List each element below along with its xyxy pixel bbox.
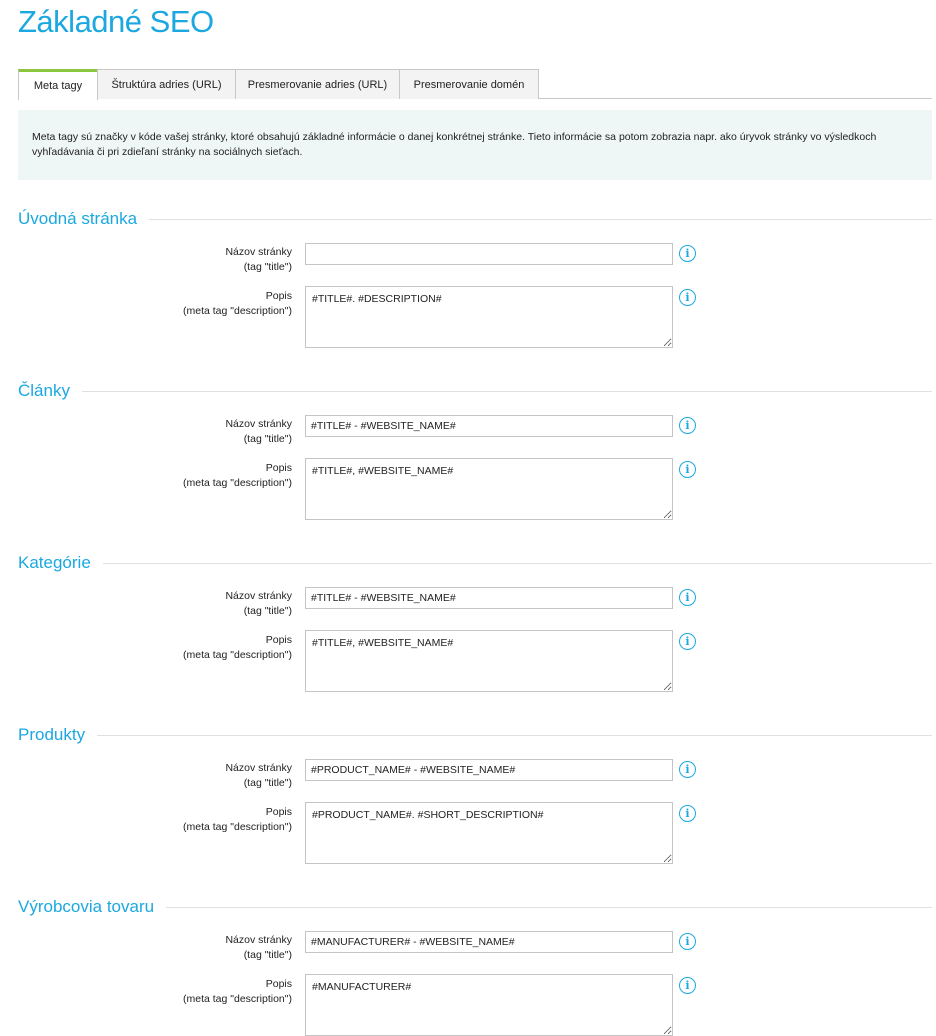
section-title: Články (18, 381, 70, 400)
divider (97, 735, 932, 736)
section-heading-homepage (18, 207, 932, 231)
description-label: Popis (meta tag "description") (183, 290, 292, 317)
info-icon[interactable]: i (679, 805, 696, 822)
description-label: Popis (meta tag "description") (183, 634, 292, 661)
info-icon[interactable]: i (679, 933, 696, 950)
info-icon[interactable]: i (679, 589, 696, 606)
title-label: Názov stránky (tag "title") (225, 418, 292, 445)
tab-meta-tags[interactable]: Meta tagy (18, 69, 98, 100)
homepage-description-textarea[interactable] (305, 286, 673, 348)
info-icon[interactable]: i (679, 761, 696, 778)
products-title-input[interactable] (305, 759, 673, 781)
description-label: Popis (meta tag "description") (183, 806, 292, 833)
page-title: Základné SEO (18, 4, 214, 39)
tab-url-structure[interactable]: Štruktúra adries (URL) (97, 69, 236, 99)
section-heading-manufacturers (18, 895, 932, 919)
homepage-title-input[interactable] (305, 243, 673, 265)
section-title: Výrobcovia tovaru (18, 897, 155, 916)
section-heading-articles (18, 379, 932, 403)
info-text: Meta tagy sú značky v kóde vašej stránky, ktoré obsahujú základné informácie o danej konkrétnej stránke. Tieto informácie sa potom zobrazia napr. ako úryvok stránky vo výsledkoch vyhľadávania či pri zdieľaní stránky na sociálnych sieťach. (32, 131, 877, 158)
info-icon[interactable]: i (679, 977, 696, 994)
section-title: Kategórie (18, 553, 91, 572)
title-label: Názov stránky (tag "title") (225, 246, 292, 273)
categories-description-textarea[interactable] (305, 630, 673, 692)
divider (149, 219, 932, 220)
categories-title-input[interactable] (305, 587, 673, 609)
products-description-textarea[interactable] (305, 802, 673, 864)
section-title: Úvodná stránka (18, 209, 138, 228)
divider (103, 563, 932, 564)
title-label: Názov stránky (tag "title") (225, 934, 292, 961)
articles-description-textarea[interactable] (305, 458, 673, 520)
divider (166, 907, 932, 908)
info-icon[interactable]: i (679, 633, 696, 650)
section-heading-categories (18, 551, 932, 575)
section-title: Produkty (18, 725, 86, 744)
articles-title-input[interactable] (305, 415, 673, 437)
tab-url-redirects[interactable]: Presmerovanie adries (URL) (235, 69, 400, 99)
info-icon[interactable]: i (679, 417, 696, 434)
manufacturers-title-input[interactable] (305, 931, 673, 953)
description-label: Popis (meta tag "description") (183, 462, 292, 489)
info-icon[interactable]: i (679, 289, 696, 306)
title-label: Názov stránky (tag "title") (225, 590, 292, 617)
section-heading-products (18, 723, 932, 747)
tab-bar (18, 69, 932, 99)
description-label: Popis (meta tag "description") (183, 978, 292, 1005)
tab-domain-redirects[interactable]: Presmerovanie domén (399, 69, 539, 99)
info-icon[interactable]: i (679, 461, 696, 478)
title-label: Názov stránky (tag "title") (225, 762, 292, 789)
info-icon[interactable]: i (679, 245, 696, 262)
divider (82, 391, 932, 392)
manufacturers-description-textarea[interactable] (305, 974, 673, 1036)
info-box (18, 110, 932, 180)
